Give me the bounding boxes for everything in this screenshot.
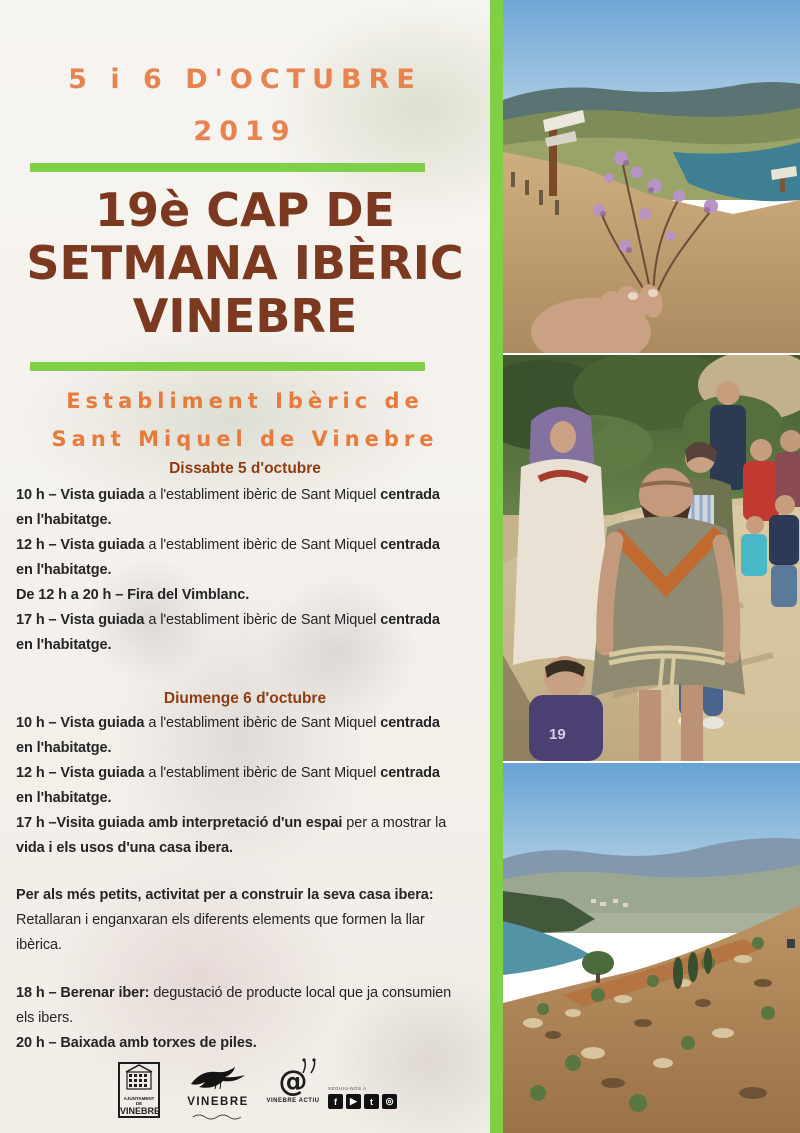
event-subtitle [0,382,490,458]
text-line: 18 h – Berenar iber: degustació de producte local que ja consumien [16,985,452,1001]
svg-text:19: 19 [549,726,566,743]
text-line: 10 h – Vista guiada a l'establiment ibèric de Sant Miquel centrada [16,487,440,503]
schedule-item [16,583,478,608]
event-title-line3: VINEBRE [132,289,358,343]
footer-logos [0,1056,490,1126]
schedule-item [16,533,478,583]
schedule-item [16,711,478,761]
event-date-line2: 2019 [193,116,297,147]
vinebre-tagline-script [191,1113,245,1121]
flying-bird-icon [187,1064,249,1090]
text-line: en l'habitatge. [16,512,112,528]
ajuntament-label-line1: AJUNTAMENT DE [123,1096,155,1106]
text-line: en l'habitatge. [16,637,112,653]
text-line: ibèrica. [16,937,62,953]
facebook-icon: f [328,1094,343,1109]
photo-river-viewpoint [503,0,800,353]
ajuntament-label-line2: VINEBRE [120,1106,161,1116]
instagram-icon: ◎ [382,1094,397,1109]
photo-guided-walk [503,355,800,761]
event-date [0,54,490,158]
text-line: 12 h – Vista guiada a l'establiment ibèric de Sant Miquel centrada [16,765,440,781]
twitter-icon: t [364,1094,379,1109]
social-media-block [328,1086,408,1109]
ajuntament-de-vinebre-logo [118,1062,160,1118]
green-rule-top [30,163,425,172]
text-line: en l'habitatge. [16,790,112,806]
evening-schedule [16,981,478,1056]
text-line: Retallaran i enganxaran els diferents elements que formen la llar [16,912,425,928]
sunday-schedule [16,711,478,861]
event-title [0,184,490,343]
townhall-building-icon [120,1064,158,1090]
sunday-header: Diumenge 6 d'octubre [163,690,327,707]
photo-column [503,0,800,1133]
at-snail-icon: @ [278,1064,308,1098]
event-date-line1: 5 i 6 D'OCTUBRE [68,64,422,95]
text-line: 17 h –Visita guiada amb interpretació d'un espai per a mostrar la [16,815,447,831]
photo-hillside-river [503,763,800,1133]
green-rule-bottom [30,362,425,371]
text-line: De 12 h a 20 h – Fira del Vimblanc. [16,587,250,603]
text-line: 12 h – Vista guiada a l'establiment ibèric de Sant Miquel centrada [16,537,440,553]
text-line: 20 h – Baixada amb torxes de piles. [16,1035,257,1051]
event-subtitle-line1: Establiment Ibèric de [66,389,424,413]
social-icons-row [328,1094,408,1109]
pine-tree [582,951,614,975]
event-title-line2: SETMANA IBÈRIC [26,236,464,290]
social-caption: SEGUIU-NOS A [328,1086,367,1091]
schedule-item [16,981,478,1031]
text-line: vida i els usos d'una casa ibera. [16,840,233,856]
kids-activity-paragraph [16,883,478,958]
green-vertical-divider [490,0,503,1133]
saturday-header: Dissabte 5 d'octubre [169,460,321,477]
schedule-item [16,883,478,958]
vinebre-label: VINEBRE [187,1096,249,1108]
snail-antennae-icon [300,1058,318,1074]
text-line: 10 h – Vista guiada a l'establiment ibèric de Sant Miquel centrada [16,715,440,731]
text-line: en l'habitatge. [16,562,112,578]
event-subtitle-line2: Sant Miquel de Vinebre [51,427,439,451]
youtube-icon: ▶ [346,1094,361,1109]
vinebre-bird-logo [183,1064,253,1126]
schedule-item [16,761,478,811]
schedule-item [16,1031,478,1056]
vinebre-actiu-label: VINEBRE ACTIU [266,1098,320,1104]
saturday-schedule [16,483,478,658]
schedule-item [16,483,478,533]
schedule-item [16,811,478,861]
text-line: 17 h – Vista guiada a l'establiment ibèric de Sant Miquel centrada [16,612,440,628]
event-title-line1: 19è CAP DE [95,183,395,237]
vinebre-actiu-logo [262,1066,324,1104]
hiker-silhouette [787,939,795,948]
text-line: els ibers. [16,1010,74,1026]
text-line: en l'habitatge. [16,740,112,756]
schedule-item [16,608,478,658]
text-line: Per als més petits, activitat per a construir la seva casa ibera: [16,887,434,903]
